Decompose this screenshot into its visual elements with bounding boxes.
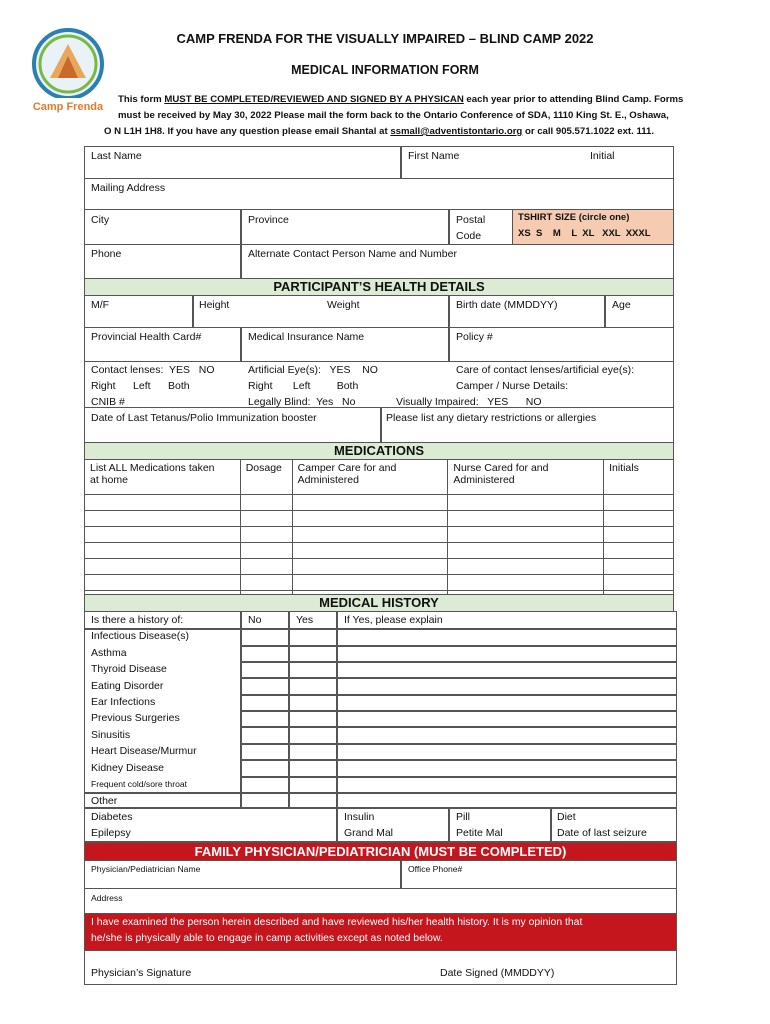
history-item: Previous Surgeries: [91, 712, 180, 724]
height-label: Height: [199, 299, 230, 311]
dietary-label: Please list any dietary restrictions or allergies: [386, 412, 597, 424]
insurance-label: Medical Insurance Name: [248, 331, 365, 343]
physician-heading: FAMILY PHYSICIAN/PEDIATRICIAN (MUST BE COMPLETED): [194, 844, 567, 859]
grand-mal-label: Grand Mal: [344, 827, 394, 839]
medication-row[interactable]: [85, 511, 674, 527]
city-label: City: [91, 214, 110, 226]
postal-label: Postal: [456, 214, 486, 226]
care-details-label: Camper / Nurse Details:: [456, 380, 569, 392]
physician-signature-label: Physician’s Signature: [91, 967, 192, 979]
phone-label: Phone: [91, 248, 122, 260]
email-link[interactable]: ssmall@adventistontario.org: [390, 126, 523, 137]
logo-text: Camp Frenda: [32, 101, 104, 113]
last-seizure-label: Date of last seizure: [557, 827, 647, 839]
birth-date-label: Birth date (MMDDYY): [456, 299, 558, 311]
first-name-label: First Name: [408, 150, 460, 162]
tetanus-label: Date of Last Tetanus/Polio Immunization booster: [91, 412, 317, 424]
diet-label: Diet: [557, 811, 576, 823]
medication-row[interactable]: [85, 527, 674, 543]
history-item: Ear Infections: [91, 696, 156, 708]
history-item: Kidney Disease: [91, 762, 164, 774]
petite-mal-label: Petite Mal: [456, 827, 503, 839]
last-name-label: Last Name: [91, 150, 142, 162]
health-card-label: Provincial Health Card#: [91, 331, 202, 343]
tshirt-sizes[interactable]: XS S M L XL XXL XXXL: [518, 228, 651, 239]
postal-code-label: Code: [456, 230, 482, 242]
history-item: Heart Disease/Murmur: [91, 745, 197, 757]
medications-table: List ALL Medications taken at home Dosage Camper Care for and Administered Nurse Cared for and Administered Initials: [84, 459, 674, 607]
history-item: Sinusitis: [91, 729, 131, 741]
cnib-label: CNIB #: [91, 396, 125, 408]
policy-label: Policy #: [456, 331, 493, 343]
physician-statement-line2: he/she is physically able to engage in camp activities except as noted below.: [91, 933, 443, 944]
medication-row[interactable]: [85, 495, 674, 511]
medication-row[interactable]: [85, 559, 674, 575]
history-item-frequent-cold: Frequent cold/sore throat: [91, 779, 188, 789]
intro-line2: must be received by May 30, 2022 Please mail the form back to the Ontario Conference of SDA, 1110 King St. E., Oshawa,: [118, 110, 669, 121]
office-phone-label: Office Phone#: [408, 864, 463, 874]
province-label: Province: [248, 214, 289, 226]
history-other-label: Other: [91, 795, 118, 807]
contact-lenses-eye: Right Left Both: [91, 380, 190, 392]
insulin-label: Insulin: [344, 811, 375, 823]
history-yes-label: Yes: [296, 614, 314, 626]
contact-lenses-label: Contact lenses: YES NO: [91, 364, 215, 376]
mailing-address-label: Mailing Address: [91, 182, 166, 194]
address-label: Address: [91, 893, 123, 903]
diabetes-label: Diabetes: [91, 811, 133, 823]
care-lenses-label: Care of contact lenses/artificial eye(s):: [456, 364, 634, 376]
date-signed-label: Date Signed (MMDDYY): [440, 967, 555, 979]
legally-blind-label: Legally Blind: Yes No: [248, 396, 356, 408]
history-item: Infectious Disease(s): [91, 630, 190, 642]
age-label: Age: [612, 299, 631, 311]
health-details-heading: PARTICIPANT’S HEALTH DETAILS: [273, 279, 485, 294]
history-explain-label: If Yes, please explain: [344, 614, 443, 626]
intro-line3: O N L1H 1H8. If you have any question please email Shantal at ssmall@adventistontario.org or call 905.571.1022 ext. 111.: [104, 126, 655, 137]
form-subtitle: MEDICAL INFORMATION FORM: [291, 63, 479, 77]
history-item: Eating Disorder: [91, 680, 164, 692]
history-no-label: No: [248, 614, 262, 626]
visually-impaired-label: Visually Impaired: YES NO: [396, 396, 542, 408]
medication-row[interactable]: [85, 575, 674, 591]
medications-heading: MEDICATIONS: [333, 443, 425, 458]
physician-name-label: Physician/Pediatrician Name: [91, 864, 201, 874]
artificial-eye-side: Right Left Both: [248, 380, 359, 392]
mf-label: M/F: [91, 299, 110, 311]
history-item: Thyroid Disease: [91, 663, 167, 675]
alternate-contact-label: Alternate Contact Person Name and Number: [248, 248, 457, 260]
epilepsy-label: Epilepsy: [91, 827, 131, 839]
form-title: CAMP FRENDA FOR THE VISUALLY IMPAIRED – BLIND CAMP 2022: [176, 31, 594, 46]
artificial-eye-label: Artificial Eye(s): YES NO: [248, 364, 378, 376]
initial-label: Initial: [590, 150, 615, 162]
physician-statement-line1: I have examined the person herein described and have reviewed his/her health history. It is my opinion that: [91, 917, 583, 928]
pill-label: Pill: [456, 811, 471, 823]
intro-line1: This form MUST BE COMPLETED/REVIEWED AND SIGNED BY A PHYSICAN each year prior to attending Blind Camp. Forms: [118, 94, 684, 105]
history-item: Asthma: [91, 647, 127, 659]
medical-history-heading: MEDICAL HISTORY: [319, 595, 439, 610]
weight-label: Weight: [327, 299, 360, 311]
tshirt-label: TSHIRT SIZE (circle one): [518, 212, 630, 223]
medication-row[interactable]: [85, 543, 674, 559]
history-question-label: Is there a history of:: [91, 614, 184, 626]
